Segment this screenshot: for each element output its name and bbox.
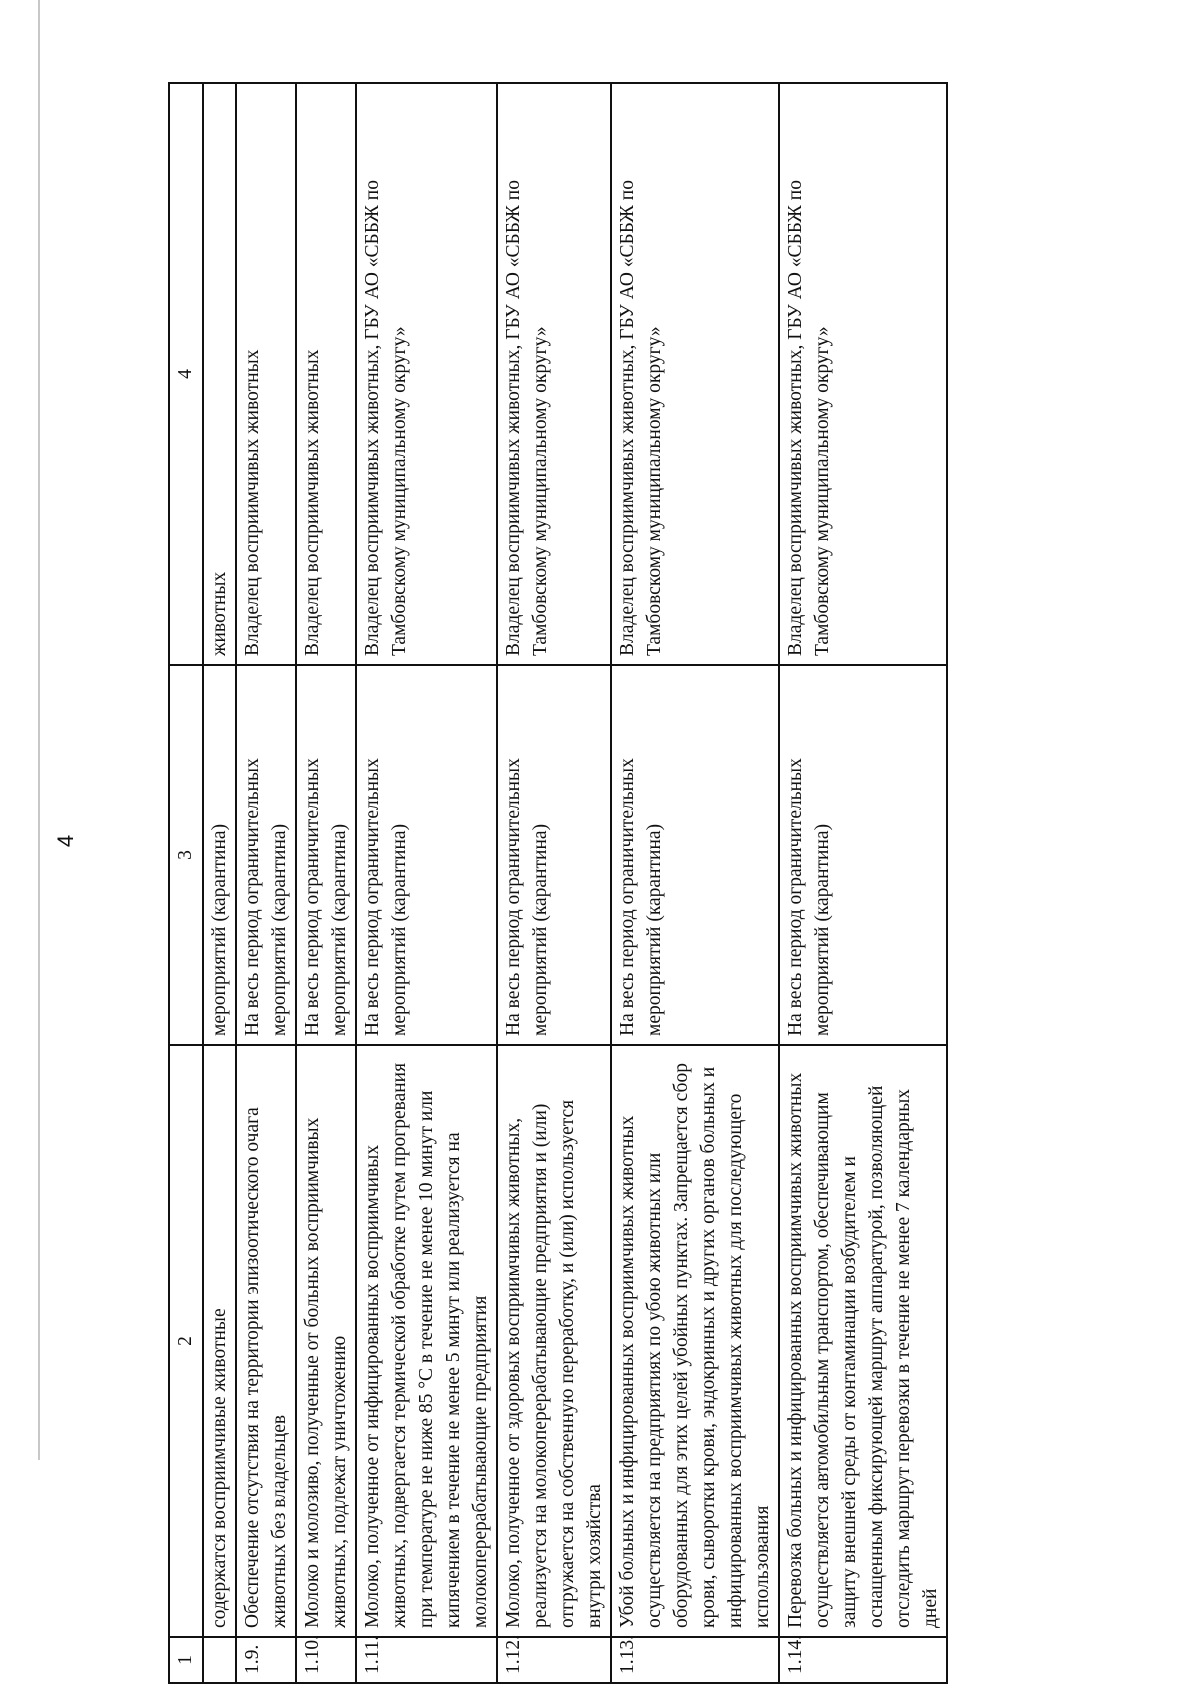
scan-edge-line [38, 0, 40, 1460]
row-measure: Молоко, полученное от здоровых восприимчивых животных, реализуется на молокоперерабатывающие предприятия и (или) отгружается на собственную переработку, и (или) используется внутри хозяйства [497, 1045, 611, 1637]
header-col-2: 2 [169, 1045, 203, 1637]
table-header-row [169, 83, 203, 1683]
row-period: На весь период ограничительных мероприятий (карантина) [236, 665, 296, 1045]
table-row [356, 83, 497, 1683]
header-col-4: 4 [169, 83, 203, 665]
table-row [296, 83, 356, 1683]
rotated-table-container [168, 84, 1123, 1684]
row-measure: Убой больных и инфицированных восприимчивых животных осуществляется на предприятиях по убою животных или оборудованных для этих целей убойных пунктах. Запрещается сбор крови, сыворотки крови, эндокринных и других органов больных и инфицированных восприимчивых животных для последующего использования [611, 1045, 779, 1637]
table-row [497, 83, 611, 1683]
row-measure: содержатся восприимчивые животные [203, 1045, 236, 1637]
header-col-1: 1 [169, 1637, 203, 1683]
row-responsible: Владелец восприимчивых животных [236, 83, 296, 665]
row-period: На весь период ограничительных мероприятий (карантина) [296, 665, 356, 1045]
row-responsible: Владелец восприимчивых животных, ГБУ АО «СББЖ по Тамбовскому муниципальному округу» [611, 83, 779, 665]
row-responsible: Владелец восприимчивых животных, ГБУ АО «СББЖ по Тамбовскому муниципальному округу» [356, 83, 497, 665]
row-number [203, 1637, 236, 1683]
row-responsible: Владелец восприимчивых животных [296, 83, 356, 665]
row-measure: Молоко, полученное от инфицированных восприимчивых животных, подвергается термической обработке путем прогревания при температуре не ниже 85 °С в течение не менее 10 минут или кипячением в течение не менее 5 минут или реализуется на молокоперерабатывающие предприятия [356, 1045, 497, 1637]
table-row [779, 83, 947, 1683]
row-number: 1.11. [356, 1637, 497, 1683]
row-period: мероприятий (карантина) [203, 665, 236, 1045]
row-responsible: Владелец восприимчивых животных, ГБУ АО «СББЖ по Тамбовскому муниципальному округу» [779, 83, 947, 665]
row-period: На весь период ограничительных мероприятий (карантина) [779, 665, 947, 1045]
row-number: 1.14. [779, 1637, 947, 1683]
page-number: 4 [53, 834, 78, 848]
row-number: 1.10. [296, 1637, 356, 1683]
row-measure: Перевозка больных и инфицированных восприимчивых животных осуществляется автомобильным транспортом, обеспечивающим защиту внешней среды от контаминации возбудителем и оснащенным фиксирующей маршрут аппаратурой, позволяющей отследить маршрут перевозки в течение не менее 7 календарных дней [779, 1045, 947, 1637]
measures-table [168, 82, 948, 1684]
row-number: 1.12. [497, 1637, 611, 1683]
row-period: На весь период ограничительных мероприятий (карантина) [497, 665, 611, 1045]
row-responsible: животных [203, 83, 236, 665]
table-row [236, 83, 296, 1683]
row-measure: Обеспечение отсутствия на территории эпизоотического очага животных без владельцев [236, 1045, 296, 1637]
header-col-3: 3 [169, 665, 203, 1045]
row-period: На весь период ограничительных мероприятий (карантина) [356, 665, 497, 1045]
table-row [203, 83, 236, 1683]
row-responsible: Владелец восприимчивых животных, ГБУ АО «СББЖ по Тамбовскому муниципальному округу» [497, 83, 611, 665]
row-period: На весь период ограничительных мероприятий (карантина) [611, 665, 779, 1045]
row-number: 1.9. [236, 1637, 296, 1683]
row-measure: Молоко и молозиво, полученные от больных восприимчивых животных, подлежат уничтожению [296, 1045, 356, 1637]
row-number: 1.13. [611, 1637, 779, 1683]
table-row [611, 83, 779, 1683]
